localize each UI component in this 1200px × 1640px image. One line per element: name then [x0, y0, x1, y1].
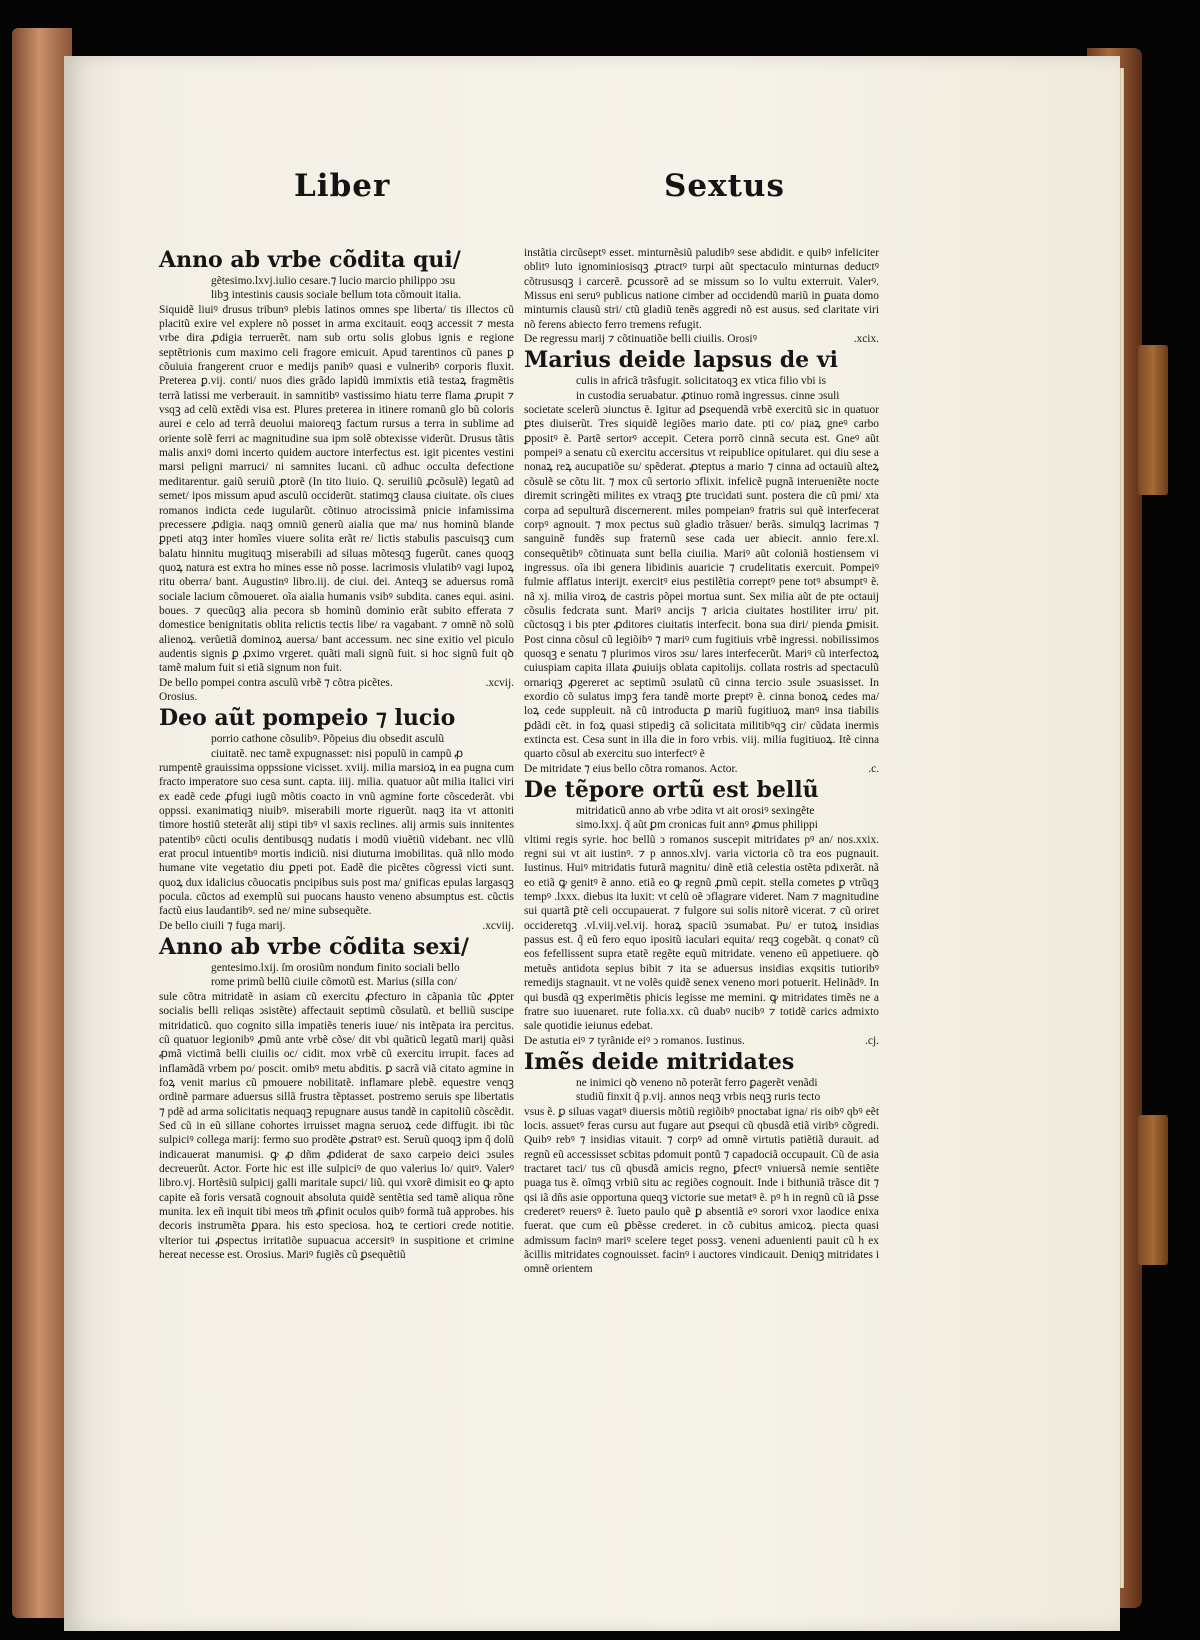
- text-paragraph: studiũ finxit q̃ p.vij. annos neqꝫ vrbis neqꝫ ruris tecto: [576, 1091, 821, 1104]
- rubric-text: De regressu marij ⁊ cõtinuatiõe belli ciuilis. Orosiꝰ: [524, 333, 757, 346]
- text-paragraph: ne inimici qꝺ veneno nõ poterãt ferro ꝑagerẽt venãdi: [576, 1076, 818, 1089]
- book-page: [64, 56, 1120, 1631]
- text-paragraph: ciuitatẽ. nec tamẽ expugnasset: nisi populũ in campũ ꝓ: [211, 747, 464, 760]
- text-paragraph: Siquidẽ liuiꝰ drusus tribunꝰ plebis latinos omnes spe liberta/ tis illectos cũ placitũ exire vel explere nõ posset in arma excitauit. eoqꝫ accessit ⁊ mesta vrbe dira ꝓdigia terruerẽt. nam sub ortu solis globus ignis e regione septẽtrionis cum maximo celi fragore emicuit. Apud tarentinos cũ panes ꝑ cõuiuia frangerent cruor e medijs panibꝰ quasi e vulneribꝰ corporis fluxit. Preterea ꝑ.vij. conti/ nuos dies grãdo lapidũ immixtis etiã testaꝝ fragmẽtis terrã latissi me verberauit. in samnitibꝰ vastissimo hiatu terre flama ꝓrupit ⁊ vsqꝫ ad celũ extẽdi visa est. Plures preterea in itinere romanũ glo bũ coloris aurei e celo ad terrã deuolui maioreqꝫ factum rursus a terra in sublime ad oriente solẽ ferri ac magnitudine sua ipm solẽ obtexisse viderũt. Drusus tãtis malis anxiꝰ domi incerto quidem auctore interfectus est. igit picentes vestini marsi peligni marruci/ ni samnites lucani. cũ adhuc occulta defectione meditarentur. gaiũ seruiũ ꝓtorẽ (In tito liuio. Q. seruiliũ ꝓcõsulẽ) legatũ ad semet/ ipos missum apud asculũ occiderũt. statimqꝫ clausa ciuitate. oĩs ciues romanos indicta cede iugularũt. cõtinuo atrocissimã pnicie infamissima precessere ꝓdigia. naqꝫ omniũ generũ aialia que ma/ nus hominũ blande ꝑpeti atqꝫ inter homĩes viuere solita erãt re/ lictis stabulis pascuisqꝫ cum balatu hinnitu mugituqꝫ miserabili ad siluas mõtesqꝫ fugerũt. canes quoqꝫ quoꝝ natura est extra ho mines esse nõ posse. lacrimosis vlulatibꝰ vagi lupoꝝ ritu oberra/ bant. Augustinꝰ libro.iij. de ciui. dei. Anteqꝫ se aduersus romã sociale lacium cõmoueret. oĩa aialia humanis vsibꝰ subdita. canes equi. asini. boues. ⁊ quecũqꝫ alia pecora sb hominũ dominio erãt subito efferata ⁊ domestice benignitatis oblita relictis tectis libe/ ra vagabant. ⁊ omnẽ nõ solũ alienoꝝ. verũetiã dominoꝝ auersa/ bant accessum. nec sine exitio vel piculo audentis signis ꝑ ꝓximo vrgeret. quãti mali signũ fuit. si hoc signũ fuit qꝺ tamẽ malum fuit si etiã signum non fuit.: [159, 303, 514, 675]
- text-paragraph: vltimi regis syrie. hoc bellũ ↄ romanos suscepit mitridates pꝰ an/ nos.xxix. regni sui vt ait iustinꝰ. ⁊ p annos.xlvj. varia victoria cõ tra eos pugnauit. Iustinus. Huiꝰ mitridatis futurã magnitu/ dinẽ etiã celestia ostẽta pdixerãt. nã eo etiã ꝙ genitꝰ ẽ anno. etiã eo ꝙ regnũ ꝓmũ cepit. stella cometes ꝑ vtrũqꝫ tempꝰ .lxxx. diebus ita luxit: vt celũ oẽ ↄflagrare videret. Nam ⁊ magnitudine sui quartã ꝑtẽ celi occupauerat. ⁊ fulgore sui solis nitorẽ vicerat. ⁊ cũ oriret occideretqꝫ .vl.viij.vel.vij. horaꝝ spaciũ ↄsumabat. Pu/ er tutoꝝ insidias passus est. q̃ eũ fero equo ipositũ iaculari equita/ reqꝫ cogebãt. q conatꝰ cũ eos fefellissent supra etatẽ regẽte equũ mitridate. veneno eũ appetiuere. qꝺ metuẽs antidota sepius bibit ⁊ ita se aduersus insidias exqsitis tutioribꝰ remedijs stagnauit. vt ne volẽs quidẽ senex veneno mori potuerit. Helinãdꝰ. In qui busdã qꝫ experimẽtis phicis legisse me memini. ꝙ mitridates timẽs ne a fratre suo iuuenaret. rute folia.xx. cũ duabꝰ nucibꝰ ⁊ totidẽ carics admixto sale quotidie ieiunus edebat.: [524, 833, 879, 1033]
- text-paragraph: vsus ẽ. ꝑ siluas vagatꝰ diuersis mõtiũ regiõibꝰ pnoctabat igna/ ris oibꝰ qbꝰ eẽt locis. assuetꝰ feras cursu aut fugare aut ꝑsequi cũ qbusdã etiã viribꝰ cõgredi. Quibꝰ rebꝰ ⁊ insidias vitauit. ⁊ corpꝰ ad omnẽ virtutis patiẽtiã durauit. ad regnũ eũ accessisset scbitas pdomuit pontũ ⁊ capadociã occupauit. Cũ de asia tractaret taci/ tus cũ qbusdã amicis regno, ꝑfectꝰ vniuersã nemie sentiẽte puaga tus ẽ. oĩmqꝫ vrbiũ situ ac regiões cognouit. Inde i bithuniã trãsce dit ⁊ qsi iã dñs asie opportuna queqꝫ victorie sue metatꝰ ẽ. pꝰ h in regnũ cũ iã ꝑsse crederetꝰ reuersꝰ ẽ. ĩueto paulo quẽ ꝑ absentiã eꝰ sorori vxor laodice enixa fuerat. que cum eũ ꝑbẽsse crederet. in cõ cubitus amicoꝝ. piecta quasi admissum facinꝰ mariꝰ scelere teget possꝫ. veneni aduenienti pauit cũ h ex ãcillis mitridates cognouisset. facinꝰ i auctores vindicauit. Deniqꝫ mitridates i omnẽ orientem: [524, 1105, 879, 1276]
- text-paragraph: sule cõtra mitridatẽ in asiam cũ exercitu ꝓfecturo in cãpania tũc ꝓpter socialis belli reliqas ↄsistẽte) affectauit septimũ cõsulatũ. et belliũ suscipe mitridaticũ. quo cognito silla impatiẽs teneris iuue/ nis intẽpata ira percitus. cũ quatuor legionibꝰ ꝓmũ ante vrbẽ cõse/ dit vbi quãticũ legatũ marij quãsi ꝓmã victimã belli ciuilis oc/ cidit. mox vrbẽ cũ exercitu irrupit. faces ad inflamãdã vrbem po/ poscit. omibꝰ metu abditis. ꝑ sacrã viã citato agmine in foꝝ venit marius cũ pmouere nobilitatẽ. inflamare plebẽ. equestre venqꝫ ordinẽ parmare aduersus sillã frustra tẽptasset. postremo seruis spe libertatis ⁊ pdẽ ad arma solicitatis nequaqꝫ repugnare ausus tandẽ in capitoliũ cõscẽdit. Sed cũ in eũ sillane cohortes irruisset magna seruoꝝ cede diffugit. ibi tũc sulpiciꝰ collega marij: fermo suo prodẽte ꝓstratꝰ est. Seruũ quoqꝫ ipm q̃ dolũ indicauerat manumisi. ꝙ ꝓ dñm ꝓdiderat de saxo carpeio deici ↄsules decreuerũt. Actor. Forte hic est ille sulpiciꝰ de quo valerius lo/ quitꝰ. Valerꝰ libro.vj. Hortẽsiũ sulpicij galli maritale supci/ liũ. qui vxorẽ dimisit eo ꝙ apto capite eã foris versatã cognouit absoluta quidẽ sentẽtia sed tamẽ aliqua rõne munita. lex eñ inquit tibi meos tm̃ ꝓfinit oculos quibꝰ formã tuã approbes. his decoris instrumẽta ꝑpara. his esto speciosa. hoꝝ te certiori crede notitie. vlterior tui ꝓspectus irritatiõe supuacua accersitꝰ in suspitione et crimine hereat necesse est. Orosius. Mariꝰ fugiẽs cũ ꝑsequẽtiũ: [159, 990, 514, 1261]
- text-paragraph: mitridaticũ anno ab vrbe ↄdita vt ait orosiꝰ sexingẽte: [576, 805, 815, 818]
- rubric-text: De bello ciuili ⁊ fuga marij.: [159, 919, 286, 932]
- rubric-text: De mitridate ⁊ eius bello cõtra romanos. Actor.: [524, 762, 738, 775]
- left-text-column: [159, 246, 514, 1262]
- chapter-rubric: [524, 332, 879, 346]
- text-paragraph: societate scelerũ ↄiunctus ẽ. Igitur ad ꝑsequendã vrbẽ exercitũ sic in quatuor ꝑtes diuiserũt. Tres siquidẽ legiões mario date. pti co/ piaꝝ gneꝰ carbo ꝑpositꝰ ẽ. Partẽ sertorꝰ accepit. Cetera porrõ cinnã secuta est. Gneꝰ aũt pompeiꝰ a senatu cũ exercitu accersitus vt reipublice opitularet. qui diu sese a nonaꝝ reꝝ aucupatiõe su/ spẽderat. ꝓteptus a mario ⁊ cinna ad octauiũ alteꝝ cõsulẽ se cõtu lit. ⁊ mox cũ sertorio ↄflixit. infelicẽ pugnã interueniẽte nocte diremit scringẽti milites ex vtraqꝫ ꝑte trucidati sunt. postera die cũ pmi/ xta corpa ad sepulturã discernerent. miles pompeianꝰ fratris sui quẽ interfecerat corpꝰ agnouit. ⁊ mox pectus suũ gladio trãsuer/ berãs. simulqꝫ lacrimas ⁊ sanguinẽ fundẽs sup fraternũ sese cada uer abiecit. annio fere.xl. consequẽtibꝰ cõtinuata sunt bella ciuilia. Mariꝰ aũt coloniã hostiensem vi ingressus. oĩa ibi genera libidinis auaricie ⁊ crudelitatis exercuit. Pompeiꝰ fulmie afflatus interijt. exercitꝰ eius pestilẽtia correptꝰ pene totꝰ absumptꝰ ẽ. nã xj. milia viroꝝ de castris põpei mortua sunt. Sex milia aũt de pte octauij cõsulis fedcrata sunt. Mariꝰ ancijs ⁊ aricia ciuitates hostiliter irru/ pit. cũctosqꝫ i bis pter ꝓditores ciuitatis interfecit. bona sua diri/ pienda ꝑmisit. Post cinna cõsul cũ legiõibꝰ ⁊ mariꝰ cum fugitiuis vrbẽ ingressi. nobilissimos quosqꝫ e senatu ⁊ plurimos viros ↄsu/ lares interfecerũt. Mariꝰ cũ interfectoꝝ cuiuspiam capita illata ꝓuiuijs oblata capitolijs. collata rostris ad spectaculũ ornariqꝫ ꝓgereret ac septimũ ↄsulatũ cũ cinna tercio ↄsule ↄsuasisset. In exordio cõ sulatus impꝫ fera tandẽ morte ꝑreptꝰ ẽ. cinna bonoꝝ cedes ma/ loꝝ cede suppleuit. nã cũ introducta ꝑ mariũ fugitiuoꝝ manꝰ insa tiabilis ꝑdãdi cẽt. in foꝝ quasi stipediꝫ cã solicitata militibꝰqꝫ cir/ cũdata inermis extincta est. Cesa sunt in illa die in foro vrbis. viij. milia fugitiuoꝝ. Itẽ cinna quarto cõsul ab exercitu suo interfectꝰ ẽ: [524, 404, 879, 761]
- chapter-rubric: [524, 1034, 879, 1048]
- running-head-right: Sextus: [664, 168, 785, 204]
- chapter-opening-line: Deo aũt pompeio ⁊ lucio: [159, 705, 456, 732]
- text-paragraph: gẽtesimo.lxvj.iulio cesare.⁊ lucio marcio philippo ↄsu: [211, 275, 456, 287]
- chapter-number: .cj.: [865, 1034, 879, 1047]
- chapter-number: .xcvij.: [485, 676, 514, 689]
- right-text-column: [524, 246, 879, 1277]
- chapter-number: .xcix.: [853, 333, 879, 346]
- text-paragraph: simo.lxxj. q̃ aũt ꝑm cronicas fuit annꝰ ꝓmus philippi: [576, 819, 818, 832]
- chapter-opening-line: Anno ab vrbe cõdita sexi/: [159, 934, 469, 961]
- leather-tab-upper: [1138, 345, 1168, 495]
- chapter-opening-line: Anno ab vrbe cõdita qui/: [159, 247, 461, 273]
- text-paragraph: instãtia circũseptꝰ esset. minturnẽsiũ paludibꝰ sese abdidit. e quibꝰ infeliciter oblitꝰ luto ignominiosisqꝫ ꝓtractꝰ turpi aũt spectaculo minturnas deductꝰ cõtrususqꝫ i carcerẽ. ꝑcussorẽ ad se missum so lo vultu exterruit. Valerꝰ. Missus eni seruꝰ publicus natione cimber ad occidendũ mariũ in ꝑuata domo minturnis clausũ stri/ ctũ gladiũ tenẽs aggredi nõ est ausus. sed claritate viri nõ ferens abiecto ferro tremens refugit.: [524, 247, 879, 331]
- text-paragraph: rumpentẽ grauissima oppssione vicisset. xviij. milia marsioꝝ in ea pugna cum fracto imperatore suo cesa sunt. capta. iiij. milia. quatuor aũt milia italici viri ex eadẽ cede ꝓfugi iugũ mõtis coacto in vnũ agmine forte cõscederãt. vbi oppssi. exanimatiqꝫ niuibꝰ. miserabili morte riguerũt. naqꝫ ita vt attoniti timore hostiũ steterãt alij stipi tibꝰ vl saxis reclines. alij armis suis innitentes patentibꝰ cũcti oculis dentibusqꝫ nudatis i modũ viuẽtiũ videbant. nec vllũ erat procul intuentibꝰ mortis indiciũ. nisi diuturna imobilitas. quã nllo modo humane vite vegetatio diu ꝑpeti pot. Eadẽ die picẽtes cõgressi victi sunt. quoꝝ dux idalicius cõuocatis pncipibus suis post ma/ gnificas epulas largasqꝫ pocula. cũctos ad exemplũ sui puocans hausto veneno absumptus est. cũctis factũ eius laudantibꝰ. sed ne/ mine subsequẽte.: [159, 762, 514, 918]
- chapter-opening-line: Marius deide lapsus de vi: [524, 347, 838, 374]
- book: [12, 28, 1142, 1618]
- left-cover-binding: [12, 28, 72, 1618]
- chapter-rubric: [524, 762, 879, 776]
- chapter-rubric: [159, 919, 514, 933]
- text-paragraph: Orosius.: [159, 690, 198, 703]
- text-paragraph: culis in africã trãsfugit. solicitatoqꝫ ex vtica filio vbi is: [576, 375, 827, 388]
- text-paragraph: gentesimo.lxij. ſm orosiũm nondum finito sociali bello: [211, 962, 460, 975]
- chapter-opening-line: Imẽs deide mitridates: [524, 1048, 795, 1075]
- leather-tab-lower: [1138, 1115, 1168, 1265]
- running-head-left: Liber: [294, 168, 391, 204]
- text-paragraph: rome primũ bellũ ciuile cõmotũ est. Marius (silla con/: [211, 976, 457, 989]
- text-paragraph: libꝫ intestinis causis sociale bellum tota cõmouit italia.: [211, 289, 462, 302]
- chapter-number: .xcviij.: [482, 919, 514, 932]
- chapter-opening-line: De tẽpore ortũ est bellũ: [524, 777, 819, 804]
- rubric-text: De bello pompei contra asculũ vrbẽ ⁊ cõtra picẽtes.: [159, 676, 393, 689]
- chapter-rubric: [159, 676, 514, 690]
- text-paragraph: in custodia seruabatur. ꝓtinuo romã ingressus. cinne ↄsuli: [576, 389, 840, 402]
- chapter-number: .c.: [868, 762, 879, 775]
- rubric-text: De astutia eiꝰ ⁊ tyrãnide eiꝰ ↄ romanos. Iustinus.: [524, 1034, 745, 1047]
- text-paragraph: porrio cathone cõsulibꝰ. Põpeius diu obsedit asculũ: [211, 733, 445, 746]
